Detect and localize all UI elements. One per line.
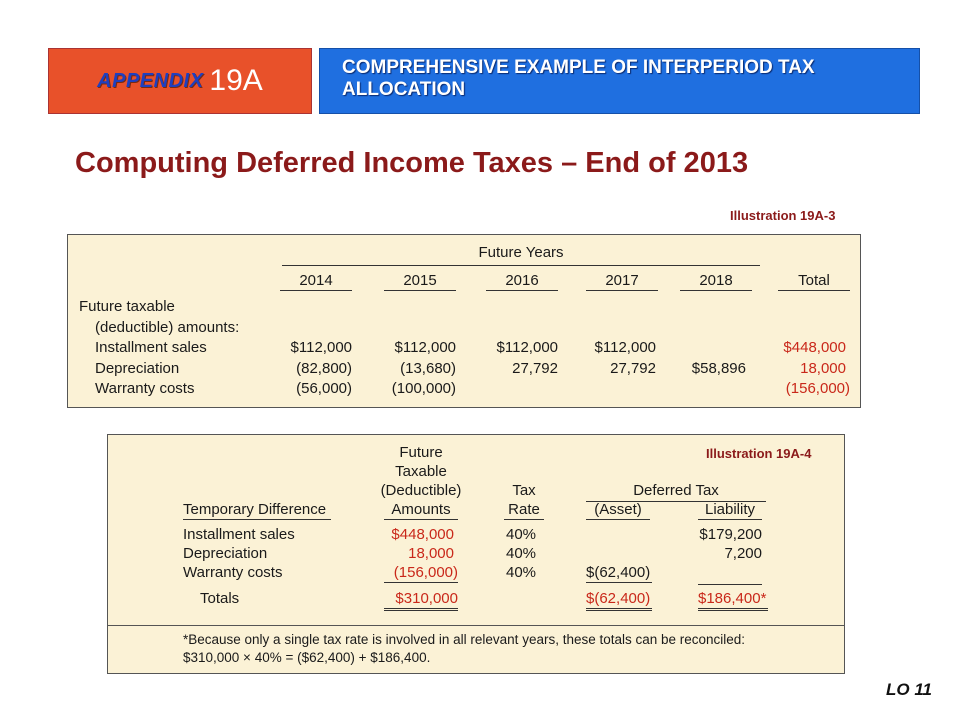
future-years-header: Future Years [478,244,564,261]
t2-row-label: Warranty costs [183,564,283,581]
chapter-title: COMPREHENSIVE EXAMPLE OF INTERPERIOD TAX ALLOCATION [342,57,815,100]
t1-total-cell: (156,000) [785,380,850,397]
hdr-future: Future [399,444,443,461]
t2-liability: 7,200 [724,545,762,562]
t2-amount: (156,000) [384,564,458,583]
hdr-liability: Liability [698,501,762,520]
future-years-rule [282,265,760,266]
footnote-line-2: $310,000 × 40% = ($62,400) + $186,400. [183,650,431,665]
t1-total-cell: $448,000 [783,339,846,356]
total-asset: $(62,400) [586,590,652,611]
t2-amount: 18,000 [408,545,454,562]
col-2016: 2016 [486,272,558,291]
t2-row-label: Installment sales [183,526,295,543]
t1-cell: (13,680) [400,360,456,377]
row-label-warranty: Warranty costs [95,380,195,397]
totals-label: Totals [200,590,240,607]
row-label-future-taxable: Future taxable [79,298,175,315]
hdr-asset: (Asset) [586,501,650,520]
t2-rate: 40% [506,564,537,581]
hdr-tax: Tax [512,482,536,499]
hdr-amounts: Amounts [384,501,458,520]
t1-cell: (100,000) [391,380,456,397]
t1-cell: $112,000 [594,339,656,356]
col-2015: 2015 [384,272,456,291]
hdr-taxable: Taxable [395,463,447,480]
hdr-rate: Rate [504,501,544,520]
chapter-title-box [319,48,920,114]
row-label-deductible: (deductible) amounts: [95,319,240,336]
t2-rate: 40% [506,526,537,543]
appendix-number: 19A [209,64,263,97]
footnote-divider [108,625,844,626]
t1-cell: $112,000 [394,339,456,356]
footnote-line-1: *Because only a single tax rate is involved in all relevant years, these totals can be reconciled: [183,632,746,647]
hdr-deductible: (Deductible) [380,482,462,499]
t1-cell: $112,000 [290,339,352,356]
deferred-tax-table [107,434,845,674]
col-2017: 2017 [586,272,658,291]
learning-objective-label: LO 11 [886,680,932,699]
t1-cell: $58,896 [691,360,746,377]
t1-cell: 27,792 [512,360,558,377]
future-years-table [67,234,861,408]
t1-cell: $112,000 [496,339,558,356]
hdr-temporary-difference: Temporary Difference [183,501,331,520]
t1-total-cell: 18,000 [800,360,846,377]
col-2018: 2018 [680,272,752,291]
t2-row-label: Depreciation [183,545,268,562]
illustration-label-19a-4: Illustration 19A-4 [706,446,812,461]
t2-asset: $(62,400) [586,564,651,581]
t2-rate: 40% [506,545,537,562]
t2-liability: $179,200 [699,526,762,543]
t1-cell: (56,000) [296,380,352,397]
col-2014: 2014 [280,272,352,291]
row-label-depreciation: Depreciation [95,360,180,377]
illustration-label-19a-3: Illustration 19A-3 [730,208,836,223]
slide-title: Computing Deferred Income Taxes – End of 2013 [75,147,749,179]
t1-cell: 27,792 [610,360,656,377]
t1-cell: (82,800) [296,360,352,377]
hdr-deferred-tax: Deferred Tax [633,482,719,499]
t2-amount: $448,000 [391,526,454,543]
total-amount: $310,000 [384,590,458,611]
row-label-installment: Installment sales [95,339,207,356]
total-liability: $186,400* [698,590,768,611]
appendix-badge [48,48,312,114]
liability-subtotal-rule [698,584,762,585]
col-total: Total [778,272,850,291]
appendix-word: APPENDIX [97,69,204,92]
